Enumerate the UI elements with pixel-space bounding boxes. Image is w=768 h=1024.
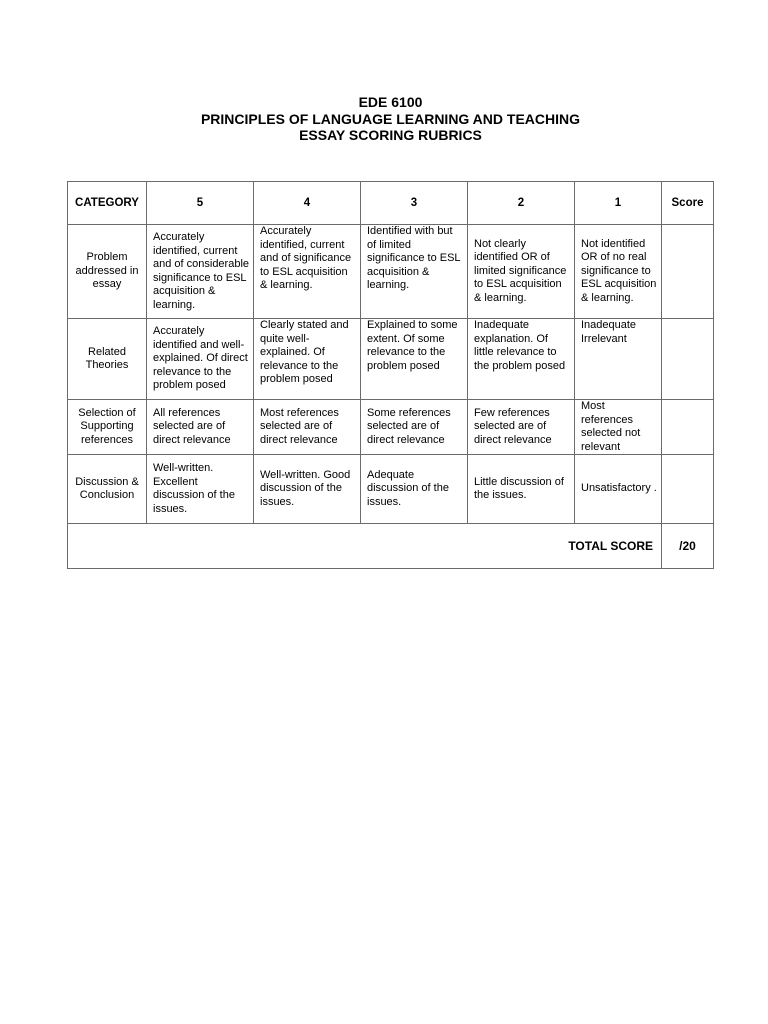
criterion-cell: Inadequate explanation. Of little relevance to the problem posed [468,319,575,400]
header-cell-2: 2 [468,182,575,225]
table-row [68,225,714,319]
criterion-cell: Inadequate Irrelevant [575,319,662,400]
course-title: PRINCIPLES OF LANGUAGE LEARNING AND TEACHING [200,110,581,127]
score-cell[interactable] [662,319,714,400]
criterion-cell: Few references selected are of direct relevance [468,400,575,455]
header-cell-4: 4 [254,182,361,225]
criterion-cell: Adequate discussion of the issues. [361,455,468,524]
criterion-cell: Some references selected are of direct relevance [361,400,468,455]
criterion-cell: Not clearly identified OR of limited significance to ESL acquisition & learning. [468,225,575,319]
criterion-cell: Accurately identified, current and of considerable significance to ESL acquisition & learning. [147,225,254,319]
criterion-cell: Clearly stated and quite well-explained. Of relevance to the problem posed [254,319,361,400]
table-row [68,400,714,455]
criterion-cell: Well-written. Good discussion of the issues. [254,455,361,524]
score-cell[interactable] [662,225,714,319]
criterion-cell: Explained to some extent. Of some relevance to the problem posed [361,319,468,400]
header-cell-3: 3 [361,182,468,225]
total-score-value[interactable]: /20 [662,524,714,569]
table-row [68,455,714,524]
header-cell-score: Score [662,182,714,225]
category-cell: Problem addressed in essay [68,225,147,319]
criterion-cell: All references selected are of direct relevance [147,400,254,455]
criterion-cell: Well-written. Excellent discussion of the issues. [147,455,254,524]
criterion-cell: Most references selected are of direct relevance [254,400,361,455]
total-score-label: TOTAL SCORE [68,524,662,569]
score-cell[interactable] [662,455,714,524]
criterion-cell: Little discussion of the issues. [468,455,575,524]
table-row [68,319,714,400]
header-row [68,182,714,225]
category-cell: Discussion & Conclusion [68,455,147,524]
header-cell-1: 1 [575,182,662,225]
course-code: EDE 6100 [358,94,423,110]
criterion-cell: Unsatisfactory . [575,455,662,524]
criterion-cell: Accurately identified, current and of significance to ESL acquisition & learning. [254,225,361,319]
header-cell-5: 5 [147,182,254,225]
rubric-table [67,181,714,569]
score-cell[interactable] [662,400,714,455]
criterion-cell: Most references selected not relevant [575,400,662,455]
total-row [68,524,714,569]
category-cell: Related Theories [68,319,147,400]
criterion-cell: Identified with but of limited significance to ESL acquisition & learning. [361,225,468,319]
category-cell: Selection of Supporting references [68,400,147,455]
document-title: ESSAY SCORING RUBRICS [299,127,482,143]
criterion-cell: Not identified OR of no real significance to ESL acquisition & learning. [575,225,662,319]
header-cell-category: CATEGORY [68,182,147,225]
document-header [0,94,768,144]
criterion-cell: Accurately identified and well-explained. Of direct relevance to the problem posed [147,319,254,400]
